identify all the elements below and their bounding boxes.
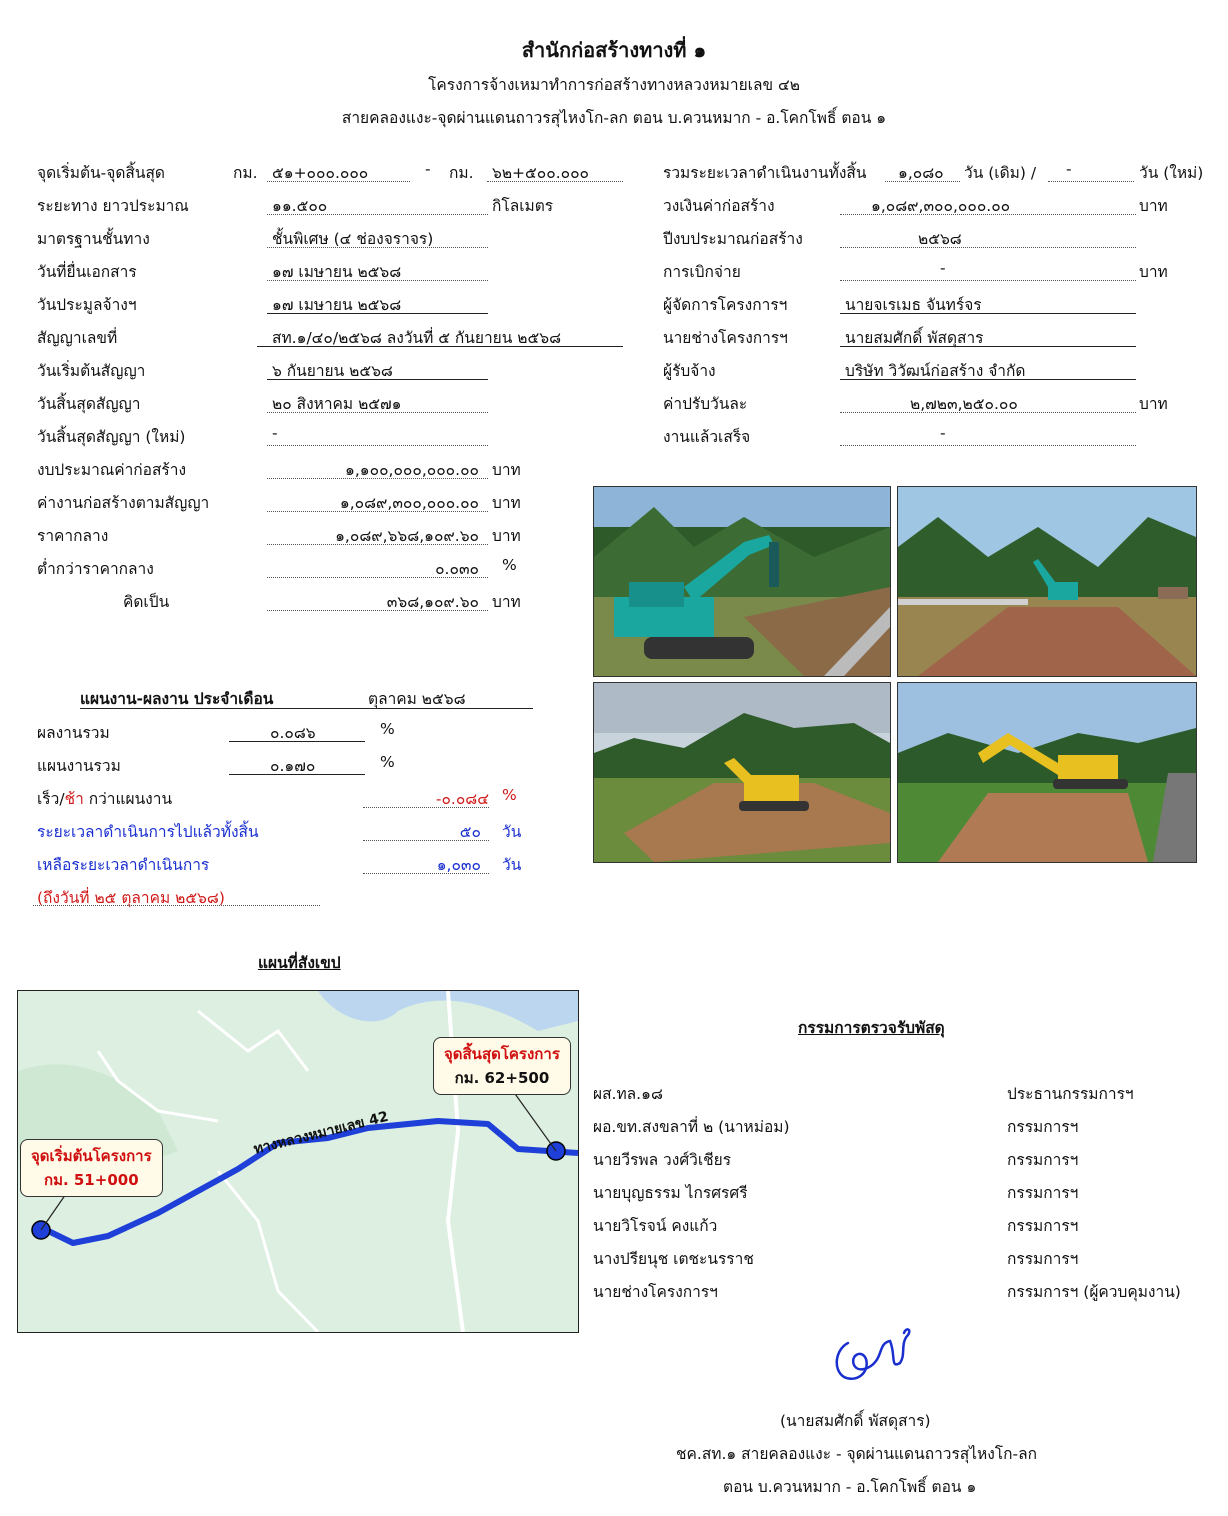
distance-underline [267,214,488,215]
committee-title: กรรมการตรวจรับพัสดุ [798,1019,945,1037]
below-median-underline [267,577,488,578]
contract-price-value: ๑,๐๘๙,๓๐๐,๐๐๐.๐๐ [339,494,479,512]
contract-end-underline [267,412,488,413]
disbursement-unit: บาท [1139,263,1168,281]
km-end-underline [487,181,623,182]
standard-underline [267,247,488,248]
submit-value: ๑๗ เมษายน ๒๕๖๘ [272,263,402,281]
auction-label: วันประมูลจ้างฯ [37,296,137,314]
equal-value: ๓๖๘,๑๐๙.๖๐ [386,593,479,611]
new-duration-value: - [1066,160,1072,178]
contract-price-label: ค่างานก่อสร้างตามสัญญา [37,494,210,512]
committee-member-role: กรรมการฯ [1007,1184,1079,1202]
km-start-underline [267,181,410,182]
budget-line-unit: บาท [1139,197,1168,215]
committee-member-role: ประธานกรรมการฯ [1007,1085,1134,1103]
speed-unit: % [502,786,517,804]
fiscal-year-label: ปีงบประมาณก่อสร้าง [663,230,803,248]
fine-unit: บาท [1139,395,1168,413]
actual-label: ผลงานรวม [37,724,110,742]
contract-end-value: ๒๐ สิงหาคม ๒๕๗๑ [272,395,402,413]
plan-unit: % [380,753,395,771]
elapsed-label: ระยะเวลาดำเนินการไปแล้วทั้งสิ้น [37,823,259,841]
site-photo-4 [897,682,1197,863]
distance-unit: กิโลเมตร [492,197,554,215]
end-callout-km: กม. 62+500 [454,1069,550,1087]
manager-label: ผู้จัดการโครงการฯ [663,296,788,314]
speed-fast: เร็ว/ [37,790,65,808]
start-callout-title: จุดเริ่มต้นโครงการ [31,1147,152,1165]
plan-underline [229,774,365,775]
contract-no-underline [257,346,623,347]
below-median-unit: % [502,556,517,574]
budget-line-label: วงเงินค่าก่อสร้าง [663,197,775,215]
new-duration-underline [1048,181,1134,182]
finished-value: - [940,424,946,442]
auction-underline [267,313,488,314]
below-median-label: ต่ำกว่าราคากลาง [37,560,154,578]
elapsed-value: ๕๐ [459,823,481,841]
manager-value: นายจเรเมธ จันทร์จร [845,296,982,314]
actual-underline [229,741,365,742]
end-callout-title: จุดสิ้นสุดโครงการ [444,1045,560,1063]
fine-underline [840,412,1136,413]
total-duration-value: ๑,๐๘๐ [898,164,944,182]
end-callout [433,1037,571,1095]
total-duration-label: รวมระยะเวลาดำเนินงานทั้งสิ้น [663,164,867,182]
auction-value: ๑๗ เมษายน ๒๕๖๘ [272,296,402,314]
committee-member-name: ผส.ทล.๑๘ [593,1085,663,1103]
site-photo-1 [593,486,891,677]
below-median-value: ๐.๐๓๐ [435,560,479,578]
contractor-value: บริษัท วิวัฒน์ก่อสร้าง จำกัด [845,362,1026,380]
budget-value: ๑,๑๐๐,๐๐๐,๐๐๐.๐๐ [345,461,479,479]
contract-start-underline [267,379,488,380]
plan-label: แผนงานรวม [37,757,121,775]
contract-price-unit: บาท [492,494,521,512]
committee-member-name: นางปรียนุช เตชะนรราช [593,1250,754,1268]
disbursement-label: การเบิกจ่าย [663,263,741,281]
speed-slow: ช้า [64,790,84,808]
committee-member-role: กรรมการฯ (ผู้ควบคุมงาน) [1007,1283,1181,1301]
as-of-underline [33,905,320,906]
disbursement-underline [840,280,1136,281]
start-end-label: จุดเริ่มต้น-จุดสิ้นสุด [37,164,165,182]
committee-member-role: กรรมการฯ [1007,1250,1079,1268]
route-label: ทางหลวงหมายเลข 42 [252,1108,391,1158]
contract-end-new-label: วันสิ้นสุดสัญญา (ใหม่) [37,428,186,446]
project-name: โครงการจ้างเหมาทำการก่อสร้างทางหลวงหมายเลข ๔๒ [428,76,800,94]
contract-end-new-value: - [272,424,278,442]
submit-label: วันที่ยื่นเอกสาร [37,263,137,281]
committee-member-name: นายบุญธรรม ไกรศรศรี [593,1184,748,1202]
equal-label: คิดเป็น [123,593,170,611]
committee-member-role: กรรมการฯ [1007,1217,1079,1235]
contract-end-new-underline [267,445,488,446]
speed-rest: กว่าแผนงาน [83,790,173,808]
engineer-label: นายช่างโครงการฯ [663,329,788,347]
budget-unit: บาท [492,461,521,479]
start-callout [20,1139,163,1197]
contractor-label: ผู้รับจ้าง [663,362,716,380]
speed-label [37,786,172,811]
signer-section: ตอน บ.ควนหมาก - อ.โคกโพธิ์ ตอน ๑ [723,1478,977,1496]
project-section: สายคลองแงะ-จุดผ่านแดนถาวรสุไหงโก-ลก ตอน บ.ควนหมาก - อ.โคกโพธิ์ ตอน ๑ [341,109,887,127]
km-end-value: ๖๒+๕๐๐.๐๐๐ [492,164,590,182]
committee-member-name: ผอ.ขท.สงขลาที่ ๒ (นาหม่อม) [593,1118,790,1136]
budget-line-value: ๑,๐๘๙,๓๐๐,๐๐๐.๐๐ [871,197,1011,215]
distance-label: ระยะทาง ยาวประมาณ [37,197,189,215]
median-price-underline [267,544,488,545]
elapsed-unit: วัน [502,823,522,841]
contract-start-label: วันเริ่มต้นสัญญา [37,362,146,380]
committee-member-role: กรรมการฯ [1007,1118,1079,1136]
remaining-value: ๑,๐๓๐ [436,856,481,874]
fine-value: ๒,๗๒๓,๒๕๐.๐๐ [910,395,1018,413]
km-start-value: ๕๑+๐๐๐.๐๐๐ [272,164,369,182]
budget-line-underline [840,214,1136,215]
total-duration-underline [885,181,960,182]
budget-label: งบประมาณค่าก่อสร้าง [37,461,187,479]
disbursement-value: - [940,259,946,277]
committee-member-name: นายวิโรจน์ คงแก้ว [593,1217,718,1235]
median-price-label: ราคากลาง [37,527,109,545]
as-of-date: (ถึงวันที่ ๒๕ ตุลาคม ๒๕๖๘) [37,889,225,907]
standard-label: มาตรฐานชั้นทาง [37,230,150,248]
committee-member-role: กรรมการฯ [1007,1151,1079,1169]
distance-value: ๑๑.๕๐๐ [272,197,328,215]
finished-underline [840,445,1136,446]
actual-unit: % [380,720,395,738]
contract-no-value: สท.๑/๔๐/๒๕๖๘ ลงวันที่ ๕ กันยายน ๒๕๖๘ [272,329,562,347]
handwritten-signature [830,1325,920,1394]
engineer-value: นายสมศักดิ์ พัสดุสาร [845,329,984,347]
budget-underline [267,478,488,479]
sketch-map [17,990,579,1333]
manager-underline [840,313,1136,314]
km-dash: - [425,160,431,178]
fiscal-year-underline [840,247,1136,248]
median-price-unit: บาท [492,527,521,545]
km-label-1: กม. [233,164,258,182]
progress-title: แผนงาน-ผลงาน ประจำเดือน [80,690,274,708]
day-new-label: วัน (ใหม่) [1139,164,1204,182]
site-photo-2 [897,486,1197,677]
map-title: แผนที่สังเขป [258,954,341,972]
committee-member-name: นายวีรพล วงศ์วิเชียร [593,1151,732,1169]
progress-title-underline [80,708,533,709]
fiscal-year-value: ๒๕๖๘ [918,230,962,248]
speed-value: -๐.๐๘๔ [435,790,489,808]
contract-price-underline [267,511,488,512]
km-label-2: กม. [449,164,474,182]
contractor-underline [840,379,1136,380]
plan-value: ๐.๑๗๐ [270,757,316,775]
speed-underline [363,807,489,808]
contract-no-label: สัญญาเลขที่ [37,329,118,347]
elapsed-underline [363,840,489,841]
median-price-value: ๑,๐๘๙,๖๖๘,๑๐๙.๖๐ [335,527,479,545]
submit-underline [267,280,488,281]
remaining-label: เหลือระยะเวลาดำเนินการ [37,856,210,874]
start-callout-km: กม. 51+000 [43,1171,139,1189]
equal-underline [267,610,488,611]
signer-name: (นายสมศักดิ์ พัสดุสาร) [780,1412,931,1430]
equal-unit: บาท [492,593,521,611]
progress-month: ตุลาคม ๒๕๖๘ [368,690,466,708]
fine-label: ค่าปรับวันละ [663,395,748,413]
contract-start-value: ๖ กันยายน ๒๕๖๘ [272,362,393,380]
engineer-underline [840,346,1136,347]
day-old-label: วัน (เดิม) / [964,164,1037,182]
standard-value: ชั้นพิเศษ (๔ ช่องจราจร) [272,230,434,248]
remaining-unit: วัน [502,856,522,874]
remaining-underline [363,873,489,874]
signer-position: ชค.สท.๑ สายคลองแงะ - จุดผ่านแดนถาวรสุไหงโก-ลก [676,1445,1038,1463]
finished-label: งานแล้วเสร็จ [663,428,751,446]
actual-value: ๐.๐๘๖ [270,724,316,742]
committee-member-name: นายช่างโครงการฯ [593,1283,718,1301]
site-photo-3 [593,682,891,863]
contract-end-label: วันสิ้นสุดสัญญา [37,395,141,413]
page-title: สำนักก่อสร้างทางที่ ๑ [521,38,707,62]
